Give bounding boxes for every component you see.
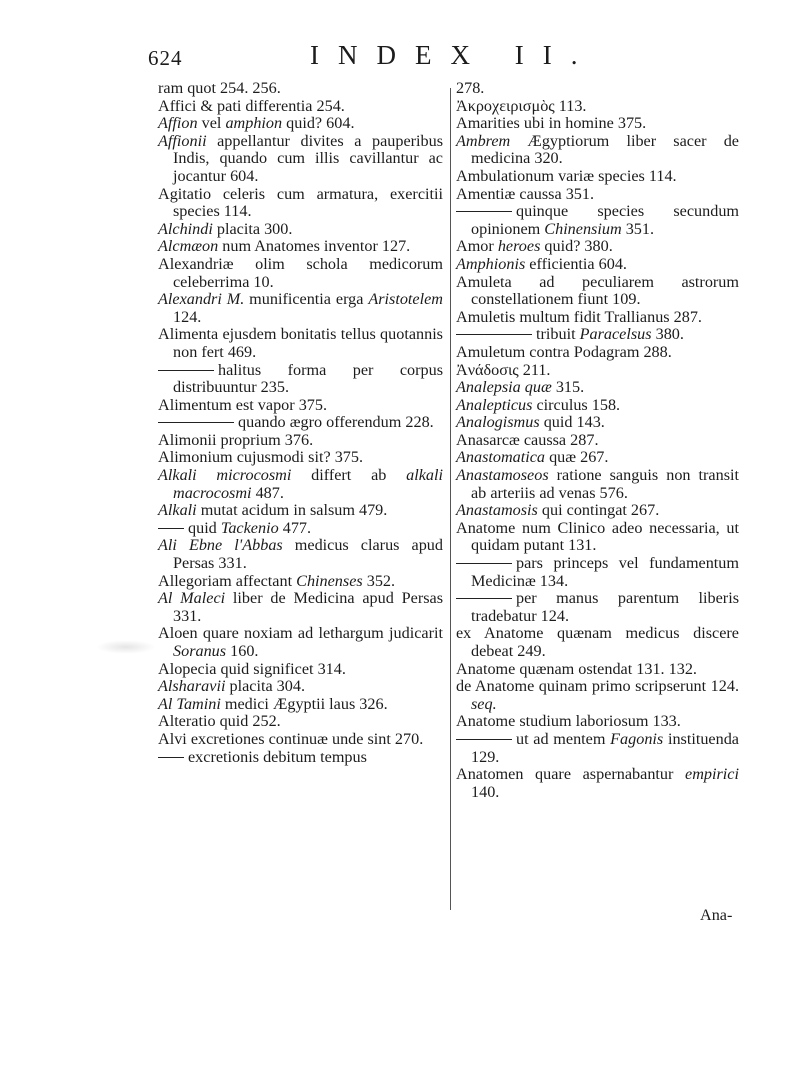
index-entry: Amuleta ad peculiarem astrorum constellationem fiunt 109. bbox=[456, 272, 739, 309]
ditto-rule bbox=[158, 370, 214, 371]
paper-smudge bbox=[96, 640, 156, 654]
index-entry: Alimentum est vapor 375. bbox=[158, 395, 328, 414]
index-entry: ex Anatome quænam medicus discere debeat 249. bbox=[456, 624, 739, 660]
index-entry: Amor heroes quid? 380. bbox=[456, 237, 613, 256]
index-entry: Analogismus quid 143. bbox=[456, 413, 605, 432]
index-entry: quid Tackenio 477. bbox=[158, 520, 443, 538]
index-entry: Ἀνάδοσις 211. bbox=[456, 360, 551, 379]
index-entry: Ambrem Ægyptiorum liber sacer de medicina 320. bbox=[456, 131, 739, 168]
index-entry: 278. bbox=[456, 79, 485, 97]
index-entry: Anatomen quare aspernabantur empirici 140. bbox=[456, 765, 739, 801]
left-column bbox=[158, 80, 443, 766]
index-entry: Ἀκροχειρισμὸς 113. bbox=[456, 96, 587, 115]
index-entry: Amentiæ caussa 351. bbox=[456, 184, 595, 203]
index-entry: Affici & pati differentia 254. bbox=[158, 96, 345, 115]
index-entry: Alvi excretiones continuæ unde sint 270. bbox=[158, 729, 424, 748]
ditto-rule bbox=[456, 739, 512, 740]
index-entry: Alimonii proprium 376. bbox=[158, 430, 314, 449]
index-entry: Analepsia quæ 315. bbox=[456, 378, 585, 397]
page-title: INDEX II. bbox=[310, 40, 597, 70]
index-entry: Anatome quænam ostendat 131. 132. bbox=[456, 659, 697, 678]
index-entry: Anasarcæ caussa 287. bbox=[456, 430, 599, 449]
index-entry: Alopecia quid significet 314. bbox=[158, 659, 346, 678]
index-entry: Al Maleci liber de Medicina apud Persas 331. bbox=[158, 589, 443, 625]
index-entry: Alkali mutat acidum in salsum 479. bbox=[158, 501, 388, 520]
index-entry: Ali Ebne l'Abbas medicus clarus apud Persas 331. bbox=[158, 536, 443, 573]
index-entry: per manus parentum liberis tradebatur 124. bbox=[456, 590, 739, 625]
index-entry: Anastamoseos ratione sanguis non transit ab arteriis ad venas 576. bbox=[456, 466, 739, 502]
index-entry: Amphionis efficientia 604. bbox=[456, 254, 627, 273]
index-entry: Affion vel amphion quid? 604. bbox=[158, 114, 355, 133]
index-entry: ut ad mentem Fagonis instituenda 129. bbox=[456, 731, 739, 766]
index-entry: Analepticus circulus 158. bbox=[456, 395, 621, 414]
index-entry: tribuit Paracelsus 380. bbox=[456, 326, 739, 344]
index-entry: Alimenta ejusdem bonitatis tellus quotannis non fert 469. bbox=[158, 325, 443, 361]
index-entry: Alexandri M. munificentia erga Aristotelem 124. bbox=[158, 290, 443, 326]
index-entry: ram quot 254. 256. bbox=[158, 79, 281, 97]
index-entry: Alsharavii placita 304. bbox=[158, 677, 306, 696]
index-entry: Amuletis multum fidit Trallianus 287. bbox=[456, 307, 702, 326]
index-entry: Ambulationum variæ species 114. bbox=[456, 166, 677, 185]
index-entry: Alexandriæ olim schola medicorum celeberrima 10. bbox=[158, 254, 443, 291]
ditto-rule bbox=[456, 334, 532, 335]
index-entry: Alchindi placita 300. bbox=[158, 219, 293, 238]
ditto-rule bbox=[456, 598, 512, 599]
index-entry: halitus forma per corpus distribuuntur 235. bbox=[158, 362, 443, 397]
index-entry: Anatome num Clinico adeo necessaria, ut quidam putant 131. bbox=[456, 518, 739, 555]
index-entry: de Anatome quinam primo scripserunt 124. seq. bbox=[456, 677, 739, 713]
index-entry: Anastomatica quæ 267. bbox=[456, 448, 609, 467]
ditto-rule bbox=[158, 528, 184, 529]
ditto-rule bbox=[158, 757, 184, 758]
index-entry: Amarities ubi in homine 375. bbox=[456, 114, 647, 133]
index-entry: Anastamosis qui contingat 267. bbox=[456, 501, 660, 520]
index-entry: Anatome studium laboriosum 133. bbox=[456, 712, 681, 731]
index-entry: Al Tamini medici Ægyptii laus 326. bbox=[158, 694, 388, 713]
index-entry: Alimonium cujusmodi sit? 375. bbox=[158, 448, 364, 467]
index-entry: Affionii appellantur divites a pauperibus Indis, quando cum illis cavillantur ac jocantur 604. bbox=[158, 131, 443, 185]
page-number: 624 bbox=[148, 46, 183, 70]
index-entry: quinque species secundum opinionem Chinensium 351. bbox=[456, 203, 739, 238]
catchword: Ana- bbox=[700, 906, 733, 924]
index-entry: quando ægro offerendum 228. bbox=[158, 414, 443, 432]
index-entry: Amuletum contra Podagram 288. bbox=[456, 342, 672, 361]
right-column bbox=[456, 80, 739, 801]
index-entry: Alkali microcosmi differt ab alkali macrocosmi 487. bbox=[158, 466, 444, 502]
index-entry: pars princeps vel fundamentum Medicinæ 134. bbox=[456, 555, 739, 590]
index-entry: Alcmæon num Anatomes inventor 127. bbox=[158, 237, 411, 256]
index-entry: Allegoriam affectant Chinenses 352. bbox=[158, 571, 396, 590]
index-entry: excretionis debitum tempus bbox=[158, 749, 443, 767]
column-divider bbox=[450, 88, 451, 910]
ditto-rule bbox=[158, 422, 234, 423]
index-entry: Alteratio quid 252. bbox=[158, 712, 281, 731]
index-entry: Aloen quare noxiam ad lethargum judicarit Soranus 160. bbox=[158, 624, 443, 660]
ditto-rule bbox=[456, 563, 512, 564]
ditto-rule bbox=[456, 211, 512, 212]
index-entry: Agitatio celeris cum armatura, exercitii species 114. bbox=[158, 184, 443, 221]
